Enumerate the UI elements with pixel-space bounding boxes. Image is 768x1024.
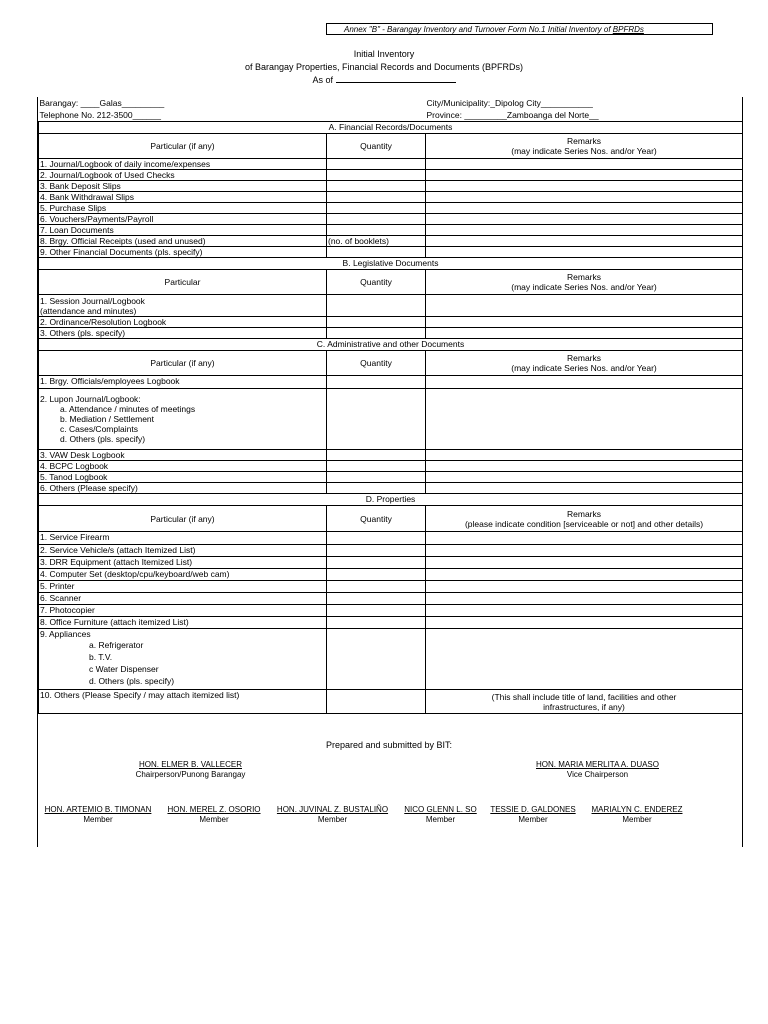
quantity-cell[interactable]	[327, 690, 426, 714]
quantity-cell[interactable]	[327, 569, 426, 581]
quantity-cell[interactable]	[327, 328, 426, 339]
remarks-cell[interactable]	[426, 203, 743, 214]
member-signature	[584, 805, 690, 825]
section-b-col-remarks	[426, 270, 743, 295]
remarks-note: infrastructures, if any)	[543, 701, 625, 712]
list-item: 1. Journal/Logbook of daily income/expenses	[39, 159, 327, 170]
list-item: 1. Brgy. Officials/employees Logbook	[39, 376, 327, 389]
inventory-table	[38, 97, 743, 714]
member-signature	[160, 805, 268, 825]
remarks-cell[interactable]	[426, 593, 743, 605]
list-item: 5. Tanod Logbook	[39, 472, 327, 483]
annex-text: Annex "B" - Barangay Inventory and Turnover Form No.1 Initial Inventory of	[344, 25, 613, 34]
quantity-cell[interactable]	[327, 483, 426, 494]
sub-item: d. Others (pls. specify)	[60, 434, 146, 444]
section-a-col-particular: Particular (if any)	[39, 134, 327, 159]
quantity-cell[interactable]	[327, 247, 426, 258]
section-b-col-quantity: Quantity	[327, 270, 426, 295]
section-d-title: D. Properties	[39, 494, 743, 506]
info-row-1	[39, 97, 743, 109]
quantity-cell[interactable]	[327, 376, 426, 389]
vice-name: HON. MARIA MERLITA A. DUASO	[536, 760, 659, 769]
barangay-label: Barangay:	[39, 98, 79, 108]
barangay-value[interactable]: ____Galas_________	[80, 98, 165, 108]
sub-item: a. Attendance / minutes of meetings	[60, 404, 196, 414]
quantity-cell[interactable]	[327, 545, 426, 557]
quantity-cell[interactable]	[327, 472, 426, 483]
quantity-cell[interactable]	[327, 581, 426, 593]
member-role: Member	[199, 815, 229, 824]
as-of-line	[0, 74, 768, 86]
member-signature	[269, 805, 396, 825]
list-item: 2. Ordinance/Resolution Logbook	[39, 317, 327, 328]
quantity-cell[interactable]	[327, 192, 426, 203]
quantity-cell[interactable]	[327, 461, 426, 472]
list-item: 5. Purchase Slips	[39, 203, 327, 214]
remarks-cell[interactable]	[426, 376, 743, 389]
remarks-cell[interactable]	[426, 225, 743, 236]
remarks-cell[interactable]	[426, 581, 743, 593]
section-d-col-remarks	[426, 506, 743, 532]
list-item: 9. Other Financial Documents (pls. specify)	[39, 247, 327, 258]
remarks-cell[interactable]	[426, 605, 743, 617]
list-item: 3. Others (pls. specify)	[39, 328, 327, 339]
list-item: 2. Journal/Logbook of Used Checks	[39, 170, 327, 181]
remarks-cell[interactable]	[426, 192, 743, 203]
sub-item: a. Refrigerator	[89, 640, 144, 650]
quantity-cell[interactable]	[327, 629, 426, 690]
section-c-col-particular: Particular (if any)	[39, 351, 327, 376]
section-c-title: C. Administrative and other Documents	[39, 339, 743, 351]
remarks-cell[interactable]	[426, 170, 743, 181]
quantity-cell[interactable]	[327, 170, 426, 181]
member-signature	[398, 805, 483, 825]
quantity-cell[interactable]	[327, 295, 426, 317]
item-note: (attendance and minutes)	[40, 305, 137, 316]
remarks-cell[interactable]	[426, 617, 743, 629]
list-item: 1. Service Firearm	[39, 532, 327, 545]
list-item: 10. Others (Please Specify / may attach itemized list)	[39, 690, 327, 714]
member-role: Member	[622, 815, 652, 824]
member-signature	[484, 805, 582, 825]
as-of-field[interactable]	[336, 74, 456, 83]
remarks-heading: Remarks	[567, 353, 602, 363]
member-name: TESSIE D. GALDONES	[490, 805, 576, 814]
list-item	[39, 295, 327, 317]
quantity-cell[interactable]	[327, 317, 426, 328]
list-item: 2. Service Vehicle/s (attach Itemized List)	[39, 545, 327, 557]
city-label: City/Municipality:	[426, 98, 491, 108]
province-value[interactable]: _________Zamboanga del Norte__	[464, 110, 599, 120]
remarks-cell[interactable]	[426, 483, 743, 494]
chair-name: HON. ELMER B. VALLECER	[139, 760, 242, 769]
booklets-cell[interactable]: (no. of booklets)	[327, 236, 426, 247]
city-value[interactable]: _Dipolog City___________	[490, 98, 593, 108]
remarks-cell[interactable]	[426, 629, 743, 690]
prepared-by-label: Prepared and submitted by BIT:	[325, 740, 453, 750]
list-item: 8. Office Furniture (attach itemized List)	[39, 617, 327, 629]
remarks-note: (may indicate Series Nos. and/or Year)	[511, 146, 657, 156]
quantity-cell[interactable]	[327, 450, 426, 461]
list-item: 6. Scanner	[39, 593, 327, 605]
member-name: MARIALYN C. ENDEREZ	[591, 805, 683, 814]
quantity-cell[interactable]	[327, 617, 426, 629]
member-role: Member	[425, 815, 456, 824]
member-name: HON. MEREL Z. OSORIO	[167, 805, 261, 814]
member-role: Member	[83, 815, 113, 824]
list-item	[39, 629, 327, 690]
annex-label	[326, 23, 713, 35]
quantity-cell[interactable]	[327, 225, 426, 236]
remarks-cell[interactable]	[426, 389, 743, 450]
member-role: Member	[518, 815, 548, 824]
sub-item: c Water Dispenser	[89, 664, 159, 674]
section-c-col-quantity: Quantity	[327, 351, 426, 376]
list-item: 6. Others (Please specify)	[39, 483, 327, 494]
list-item: 3. Bank Deposit Slips	[39, 181, 327, 192]
section-b-col-particular: Particular	[39, 270, 327, 295]
as-of-label: As of	[312, 75, 333, 85]
province-label: Province:	[426, 110, 462, 120]
section-c-col-remarks	[426, 351, 743, 376]
remarks-cell[interactable]	[426, 317, 743, 328]
section-b-title: B. Legislative Documents	[39, 258, 743, 270]
list-item: 4. Bank Withdrawal Slips	[39, 192, 327, 203]
remarks-cell[interactable]	[426, 532, 743, 545]
remarks-cell[interactable]	[426, 159, 743, 170]
list-item: 3. DRR Equipment (attach Itemized List)	[39, 557, 327, 569]
remarks-note: (please indicate condition [serviceable or not] and other details)	[464, 518, 704, 529]
remarks-cell[interactable]	[426, 557, 743, 569]
section-a-title: A. Financial Records/Documents	[39, 122, 743, 134]
sub-item: d. Others (pls. specify)	[89, 676, 175, 686]
vice-role: Vice Chairperson	[566, 770, 629, 779]
list-item: 5. Printer	[39, 581, 327, 593]
form-title: Initial Inventory	[353, 49, 415, 59]
quantity-cell[interactable]	[327, 214, 426, 225]
remarks-cell[interactable]	[426, 450, 743, 461]
remarks-heading: Remarks	[567, 136, 602, 146]
sub-item: c. Cases/Complaints	[60, 424, 138, 434]
section-a-col-remarks	[426, 134, 743, 159]
remarks-heading: Remarks	[567, 272, 602, 282]
inventory-form	[37, 97, 743, 847]
remarks-note: (may indicate Series Nos. and/or Year)	[511, 363, 657, 373]
list-item: 4. Computer Set (desktop/cpu/keyboard/web cam)	[39, 569, 327, 581]
sub-item: b. T.V.	[89, 652, 113, 662]
remarks-note: (may indicate Series Nos. and/or Year)	[511, 282, 657, 292]
member-role: Member	[317, 815, 348, 824]
list-item	[39, 389, 327, 450]
section-d-col-particular: Particular (if any)	[39, 506, 327, 532]
quantity-cell[interactable]	[327, 605, 426, 617]
telephone-value[interactable]: 212-3500______	[96, 110, 161, 120]
remarks-cell[interactable]	[426, 569, 743, 581]
remarks-cell[interactable]	[426, 236, 743, 247]
remarks-cell[interactable]	[426, 247, 743, 258]
quantity-cell[interactable]	[327, 557, 426, 569]
list-item: 6. Vouchers/Payments/Payroll	[39, 214, 327, 225]
list-item: 7. Photocopier	[39, 605, 327, 617]
remarks-cell[interactable]	[426, 461, 743, 472]
section-a-col-quantity: Quantity	[327, 134, 426, 159]
chair-signature	[103, 760, 278, 780]
telephone-label: Telephone No.	[39, 110, 95, 120]
remarks-heading: Remarks	[567, 508, 602, 519]
remarks-cell[interactable]	[426, 690, 743, 714]
item-label: 1. Session Journal/Logbook	[40, 295, 145, 306]
member-name: NICO GLENN L. SO	[404, 805, 477, 814]
quantity-cell[interactable]	[327, 532, 426, 545]
quantity-cell[interactable]	[327, 203, 426, 214]
member-signature	[37, 805, 159, 825]
quantity-cell[interactable]	[327, 159, 426, 170]
annex-code: BPFRDs	[612, 25, 644, 34]
remarks-cell[interactable]	[426, 545, 743, 557]
list-item: 3. VAW Desk Logbook	[39, 450, 327, 461]
quantity-cell[interactable]	[327, 593, 426, 605]
remarks-cell[interactable]	[426, 214, 743, 225]
sub-item: b. Mediation / Settlement	[60, 414, 155, 424]
remarks-cell[interactable]	[426, 295, 743, 317]
remarks-cell[interactable]	[426, 328, 743, 339]
member-name: HON. JUVINAL Z. BUSTALIÑO	[276, 805, 389, 814]
item-label: 2. Lupon Journal/Logbook:	[40, 394, 141, 404]
item-label: 9. Appliances	[40, 629, 91, 639]
chair-role: Chairperson/Punong Barangay	[135, 770, 246, 779]
quantity-cell[interactable]	[327, 181, 426, 192]
vice-signature	[500, 760, 695, 780]
remarks-cell[interactable]	[426, 472, 743, 483]
remarks-note: (This shall include title of land, facilities and other	[491, 691, 677, 702]
quantity-cell[interactable]	[327, 389, 426, 450]
remarks-cell[interactable]	[426, 181, 743, 192]
form-subtitle: of Barangay Properties, Financial Records and Documents (BPFRDs)	[244, 62, 524, 72]
member-name: HON. ARTEMIO B. TIMONAN	[44, 805, 152, 814]
list-item: 4. BCPC Logbook	[39, 461, 327, 472]
info-row-2	[39, 109, 743, 122]
list-item: 8. Brgy. Official Receipts (used and unused)	[39, 236, 327, 247]
list-item: 7. Loan Documents	[39, 225, 327, 236]
section-d-col-quantity: Quantity	[327, 506, 426, 532]
